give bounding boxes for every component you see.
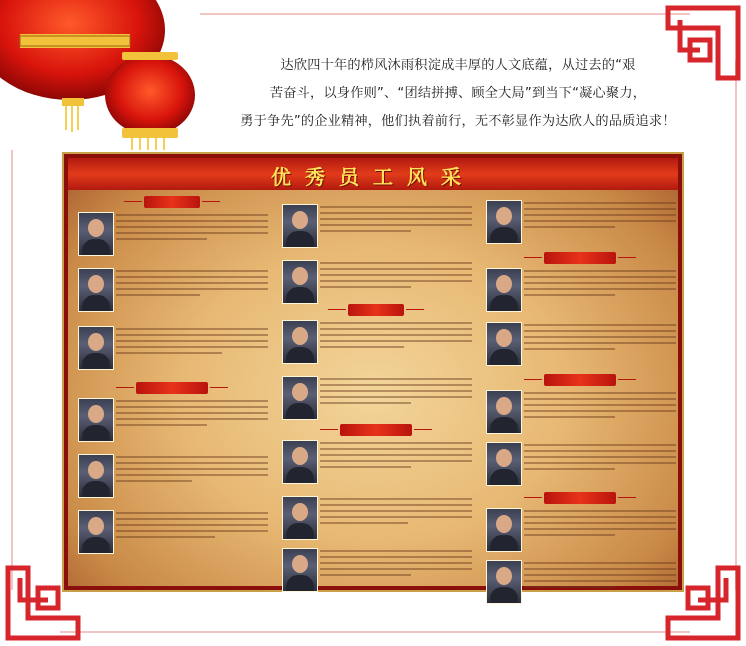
employee-card bbox=[74, 324, 270, 372]
employee-photo bbox=[282, 548, 318, 592]
honor-board-banner bbox=[68, 158, 678, 190]
employee-card bbox=[278, 546, 474, 594]
employee-photo bbox=[486, 560, 522, 604]
employee-photo bbox=[78, 212, 114, 256]
employee-photo bbox=[486, 390, 522, 434]
employee-photo bbox=[78, 268, 114, 312]
employee-photo bbox=[282, 440, 318, 484]
section-header-bar bbox=[544, 492, 616, 504]
employee-card bbox=[482, 388, 678, 436]
employee-card bbox=[278, 438, 474, 486]
intro-line-3: 勇于争先”的企业精神，他们执着前行，无不彰显作为达欣人的品质追求！ bbox=[240, 114, 676, 129]
red-lantern-icon bbox=[0, 0, 220, 150]
employee-card bbox=[278, 258, 474, 306]
employee-photo bbox=[282, 376, 318, 420]
employee-card bbox=[482, 320, 678, 368]
employee-photo bbox=[486, 268, 522, 312]
employee-card bbox=[482, 198, 678, 246]
section-header-bar bbox=[144, 196, 200, 208]
section-header-bar bbox=[136, 382, 208, 394]
employee-photo bbox=[78, 454, 114, 498]
honor-board-panel bbox=[68, 158, 678, 586]
employee-card bbox=[482, 506, 678, 554]
employee-card bbox=[482, 440, 678, 488]
intro-line-1: 达欣四十年的栉风沐雨积淀成丰厚的人文底蕴，从过去的“艰 bbox=[280, 58, 636, 73]
employee-photo bbox=[78, 510, 114, 554]
employee-card bbox=[74, 452, 270, 500]
employee-card bbox=[74, 508, 270, 556]
employee-photo bbox=[486, 442, 522, 486]
employee-photo bbox=[282, 204, 318, 248]
employee-card bbox=[74, 266, 270, 314]
section-header-bar bbox=[544, 374, 616, 386]
employee-card bbox=[482, 558, 678, 606]
employee-photo bbox=[282, 260, 318, 304]
section-header-bar bbox=[544, 252, 616, 264]
employee-card bbox=[278, 318, 474, 366]
employee-card bbox=[278, 494, 474, 542]
honor-board-title: 优秀员工风采 bbox=[271, 165, 475, 189]
section-header-bar bbox=[340, 424, 412, 436]
employee-card bbox=[482, 266, 678, 314]
employee-photo bbox=[486, 508, 522, 552]
employee-photo bbox=[78, 398, 114, 442]
intro-paragraph bbox=[228, 52, 688, 136]
employee-card bbox=[74, 210, 270, 258]
employee-photo bbox=[486, 322, 522, 366]
employee-card bbox=[278, 202, 474, 250]
intro-line-2: 苦奋斗，以身作则”、“团结拼搏、顾全大局”到当下“凝心聚力， bbox=[269, 86, 647, 101]
employee-photo bbox=[486, 200, 522, 244]
employee-photo bbox=[78, 326, 114, 370]
honor-board bbox=[62, 152, 684, 592]
employee-photo bbox=[282, 320, 318, 364]
section-header-bar bbox=[348, 304, 404, 316]
employee-photo bbox=[282, 496, 318, 540]
employee-card bbox=[74, 396, 270, 444]
employee-card bbox=[278, 374, 474, 422]
